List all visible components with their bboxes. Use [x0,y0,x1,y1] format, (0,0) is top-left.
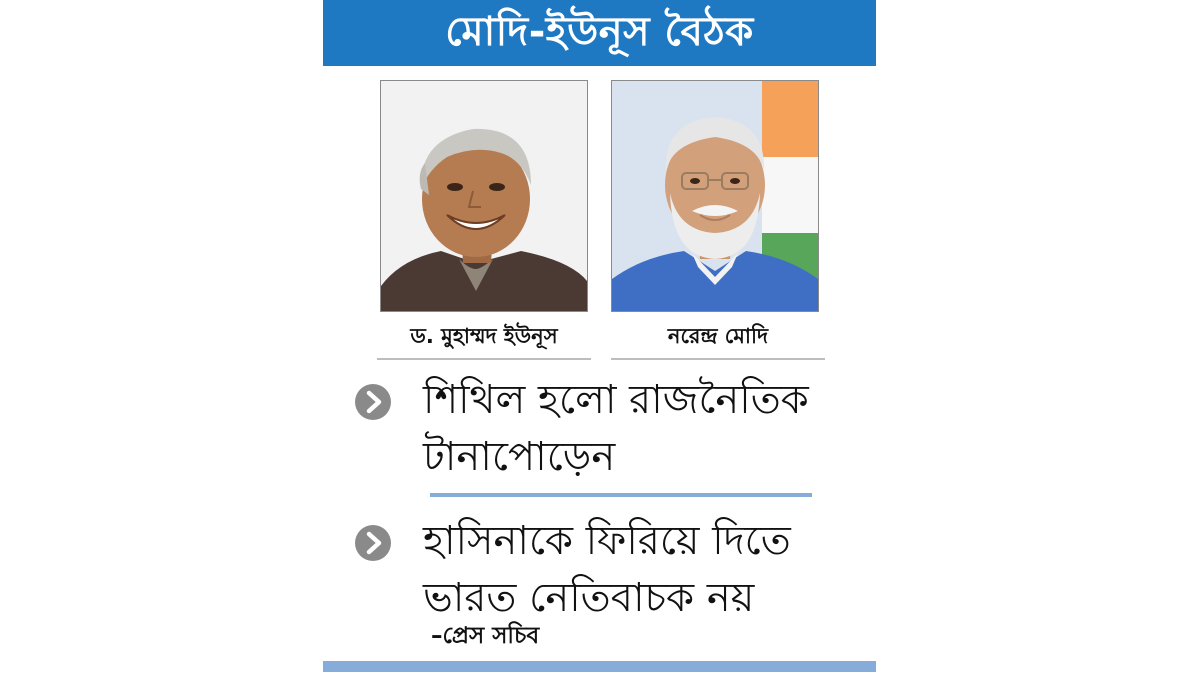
point-item-1 [353,372,823,482]
point-text-1: শিথিল হলো রাজনৈতিক টানাপোড়েন [423,377,809,480]
points-divider [430,493,812,497]
attribution: –প্রেস সচিব [431,623,540,649]
portrait-yunus-image [381,81,587,311]
portrait-modi-image [612,81,818,311]
caption-yunus: ড. মুহাম্মদ ইউনূস [410,323,558,348]
caption-divider-left [377,358,591,360]
chevron-right-circle-icon [353,523,393,563]
point-text-2: হাসিনাকে ফিরিয়ে দিতে ভারত নেতিবাচক নয় [423,518,791,621]
point-item-2 [353,513,823,633]
photo-yunus [380,80,588,312]
chevron-right-circle-icon [353,382,393,422]
card-title: মোদি-ইউনূস বৈঠক [323,0,876,66]
news-card [323,0,876,675]
caption-divider-right [611,358,825,360]
bottom-rule [323,661,876,672]
photo-modi [611,80,819,312]
caption-modi: নরেন্দ্র মোদি [667,323,769,348]
